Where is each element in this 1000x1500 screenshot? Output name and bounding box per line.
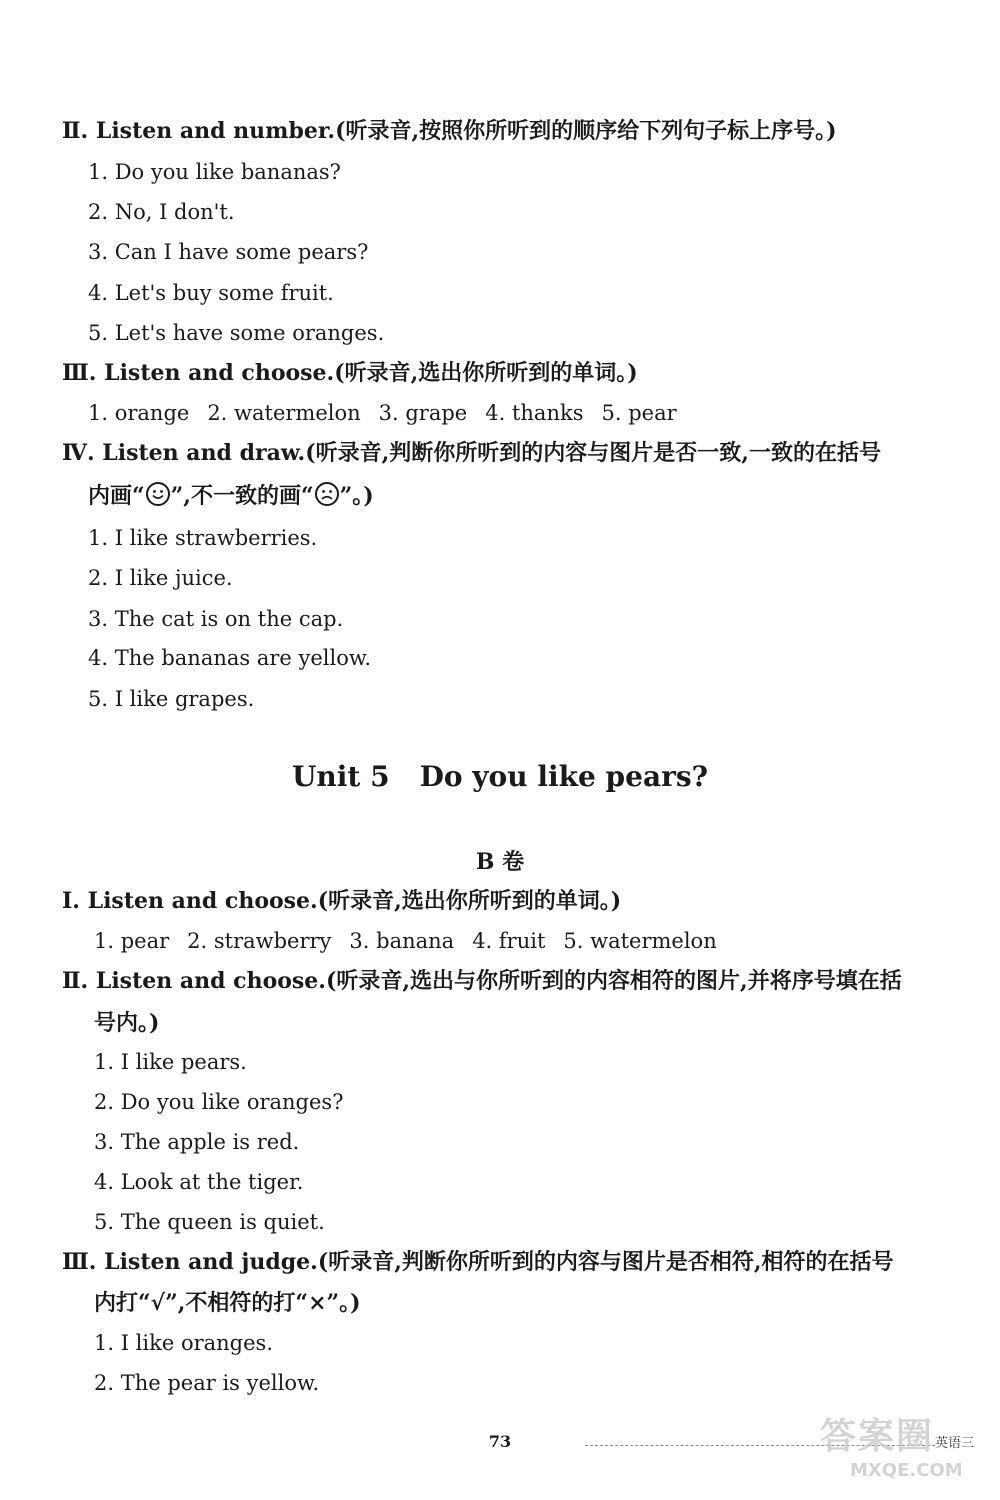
choice-row [94,928,735,954]
list-item: 5. Let's have some oranges. [88,321,385,345]
list-item: 4. Look at the tiger. [94,1170,304,1194]
list-item: 4. The bananas are yellow. [88,646,372,670]
heading-chinese: ”,不一致的画“ [170,483,314,509]
choice-row [88,400,695,426]
smiley-face-icon [146,482,170,506]
sad-face-icon [315,482,339,506]
choice-word: 5. pear [601,401,677,425]
section-heading-continued: 号内。) [94,1010,160,1036]
section-heading [62,118,837,144]
list-item: 3. The apple is red. [94,1130,300,1154]
watermark-url: MXQE.COM [850,1460,963,1481]
unit-name: Do you like pears? [419,760,709,793]
section-heading [62,968,902,994]
choice-word: 4. thanks [485,401,584,425]
watermark-text: 答案圈 [820,1416,935,1457]
section-heading-continued: 内打“√”,不相符的打“×”。) [94,1290,361,1316]
choice-word: 2. strawberry [187,929,332,953]
choice-word: 1. orange [88,401,190,425]
heading-english: Ⅳ. Listen and draw. [62,440,306,466]
section-heading [62,1249,894,1275]
list-item: 1. Do you like bananas? [88,160,341,184]
heading-chinese: ”。) [339,483,374,509]
section-heading [62,888,621,914]
heading-english: Ⅰ. Listen and choose. [62,888,318,914]
heading-english: Ⅲ. Listen and choose. [62,360,335,386]
heading-chinese: (听录音,判断你所听到的内容与图片是否一致,一致的在括号 [305,440,881,466]
list-item: 2. The pear is yellow. [94,1371,320,1395]
heading-chinese: (听录音,选出与你所听到的内容相符的图片,并将序号填在括 [325,968,902,994]
heading-english: Ⅲ. Listen and judge. [62,1249,318,1275]
list-item: 3. The cat is on the cap. [88,607,344,631]
heading-chinese: (听录音,选出你所听到的单词。) [334,360,638,386]
heading-chinese: (听录音,按照你所听到的顺序给下列句子标上序号。) [335,118,837,144]
volume-label: B 卷 [475,849,525,875]
list-item: 4. Let's buy some fruit. [88,281,334,305]
choice-word: 2. watermelon [207,401,361,425]
choice-word: 1. pear [94,929,170,953]
list-item: 2. Do you like oranges? [94,1090,344,1114]
list-item: 5. I like grapes. [88,687,255,711]
footer-tag: 英语三 [935,1436,975,1451]
choice-word: 3. grape [378,401,468,425]
list-item: 1. I like strawberries. [88,526,318,550]
choice-word: 3. banana [349,929,455,953]
heading-chinese: 内画“ [88,483,145,509]
page-number: 73 [488,1432,512,1451]
heading-english: Ⅱ. Listen and number. [62,118,336,144]
heading-english: Ⅱ. Listen and choose. [62,968,326,994]
unit-title [0,760,1000,793]
list-item: 2. I like juice. [88,566,233,590]
section-heading [62,440,881,466]
list-item: 1. I like pears. [94,1050,247,1074]
list-item: 5. The queen is quiet. [94,1210,325,1234]
heading-chinese: (听录音,判断你所听到的内容与图片是否相符,相符的在括号 [317,1249,894,1275]
section-heading [62,360,638,386]
list-item: 2. No, I don't. [88,200,235,224]
list-item: 3. Can I have some pears? [88,240,369,264]
choice-word: 5. watermelon [563,929,717,953]
choice-word: 4. fruit [472,929,546,953]
section-heading-continued [88,482,374,509]
unit-label: Unit 5 [291,760,390,793]
watermark-logo [820,1408,990,1496]
heading-chinese: (听录音,选出你所听到的单词。) [317,888,622,914]
list-item: 1. I like oranges. [94,1331,273,1355]
